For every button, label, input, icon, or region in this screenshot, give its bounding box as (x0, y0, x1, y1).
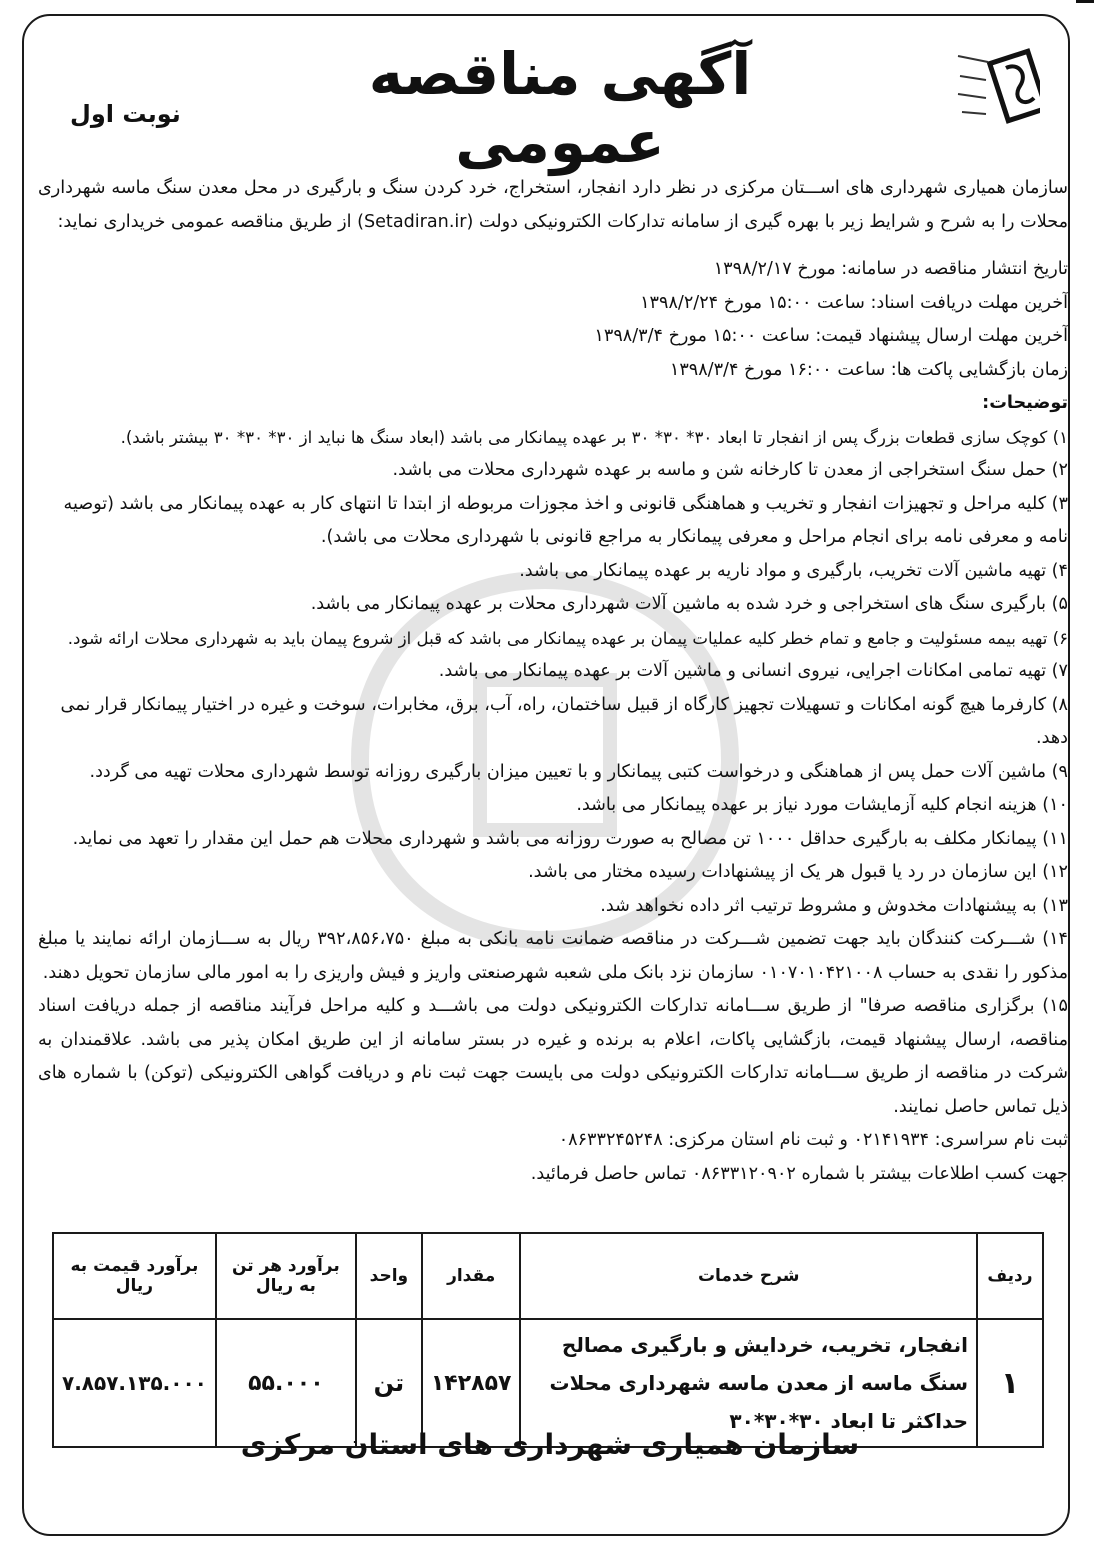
note-item: ۱) کوچک سازی قطعات بزرگ پس از انفجار تا ابعاد ۳۰* ۳۰* ۳۰ بر عهده پیمانکار می باشد (ابعاد سنگ ها نباید از ۳۰* ۳۰* ۳۰ بیشتر باشد). (120, 427, 1068, 447)
intro-paragraph: سازمان همیاری شهرداری های اســـتان مرکزی در نظر دارد انفجار، استخراج، خرد کردن سنگ و بارگیری در محل معدن سنگ ماسه شهرداری محلات را به شرح و شرایط زیر با بهره گیری از سامانه تدارکات الکترونیکی دولت (Setadiran.ir) از طریق مناقصه عمومی خریداری نماید: (38, 178, 1068, 232)
corner-mark (1076, 0, 1094, 3)
note-item: ۷) تهیه تمامی امکانات اجرایی، نیروی انسانی و ماشین آلات بر عهده پیمانکار می باشد. (438, 661, 1068, 681)
date-line: زمان بازگشایی پاکت ها: ساعت ۱۶:۰۰ مورخ ۱۳۹۸/۳/۴ (669, 359, 1068, 380)
header-unit-price: برآورد هر تن به ریال (216, 1233, 356, 1319)
note-item: ۳) کلیه مراحل و تجهیزات انفجار و تخریب و هماهنگی قانونی و اخذ مجوزات مربوطه از ابتدا تا انتهای کار به عهده پیمانکار می باشد (توصیه نامه و معرفی نامه برای انجام مراحل و معرفی پیمانکار به مراجع قانونی با شهرداری محلات می باشد). (63, 493, 1068, 547)
note-item: ۱۵) برگزاری مناقصه صرفا" از طریق ســـامانه تدارکات الکترونیکی دولت می باشـــد و کلیه مراحل فرآیند مناقصه از جمله دریافت اسناد مناقصه، ارسال پیشنهاد قیمت، بازگشایی پاکات، اعلام به برنده و غیره در بستر سامانه از این طریق امکان پذیر می باشد. علاقمندان به شرکت در مناقصه از طریق ســـامانه تدارکات الکترونیکی دولت می بایست جهت ثبت نام و دریافت گواهی الکترونیکی (توکن) با شماره های ذیل تماس حاصل نمایند. (38, 996, 1068, 1117)
cell-total: ۷.۸۵۷.۱۳۵.۰۰۰ (53, 1319, 216, 1447)
page-title: آگهی مناقصه عمومی (368, 40, 752, 176)
note-item: ۲) حمل سنگ استخراجی از معدن تا کارخانه شن و ماسه بر عهده شهرداری محلات می باشد. (392, 460, 1068, 480)
cell-quantity: ۱۴۲۸۵۷ (422, 1319, 521, 1447)
cell-row-number: ۱ (977, 1319, 1043, 1447)
table-header-row (53, 1233, 1043, 1319)
note-item: ۴) تهیه ماشین آلات تخریب، بارگیری و مواد ناریه بر عهده پیمانکار می باشد. (519, 560, 1068, 581)
header-row-number: ردیف (977, 1233, 1043, 1319)
cell-unit: تن (356, 1319, 422, 1447)
announcement-body (38, 172, 1068, 1191)
note-item: ۱۳) به پیشنهادات مخدوش و مشروط ترتیب اثر داده نخواهد شد. (600, 895, 1068, 916)
header-quantity: مقدار (422, 1233, 521, 1319)
note-item: ۸) کارفرما هیچ گونه امکانات و تسهیلات تجهیز کارگاه از قبیل ساختمان، راه، آب، برق، مخابرات، سوخت و غیره در اختیار پیمانکار قرار نمی دهد. (60, 694, 1068, 748)
date-line: تاریخ انتشار مناقصه در سامانه: مورخ ۱۳۹۸/۲/۱۷ (713, 259, 1068, 279)
note-item: ۵) بارگیری سنگ های استخراجی و خرد شده به ماشین آلات شهرداری محلات بر عهده پیمانکار می باشد. (310, 594, 1068, 614)
services-table (52, 1232, 1044, 1448)
cell-unit-price: ۵۵.۰۰۰ (216, 1319, 356, 1447)
header-unit: واحد (356, 1233, 422, 1319)
note-item: ۱۴) شـــرکت کنندگان باید جهت تضمین شـــرکت در مناقصه ضمانت نامه بانکی به مبلغ ۳۹۲،۸۵۶،۷۵۰ ریال به ســـازمان ارائه نمایند یا مبلغ مذکور را نقدی به حساب ۰۱۰۷۰۱۰۴۲۱۰۰۸ سازمان نزد بانک ملی شعبه شهرصنعتی واریز و فیش واریزی را به امور مالی سازمان تحویل دهند. (38, 929, 1069, 983)
header-description: شرح خدمات (520, 1233, 977, 1319)
note-item: ۶) تهیه بیمه مسئولیت و جامع و تمام خطر کلیه عملیات پیمان بر عهده پیمانکار می باشد که قبل از شروع پیمان باید به شهرداری محلات ارائه شود. (67, 628, 1068, 648)
organization-logo (954, 36, 1040, 136)
contact-line: جهت کسب اطلاعات بیشتر با شماره ۰۸۶۳۳۱۲۰۹۰۲ تماس حاصل فرمائید. (530, 1163, 1068, 1184)
header-total: برآورد قیمت به ریال (53, 1233, 216, 1319)
round-label: نوبت اول (70, 100, 181, 128)
note-item: ۱۰) هزینه انجام کلیه آزمایشات مورد نیاز بر عهده پیمانکار می باشد. (576, 795, 1068, 815)
note-item: ۱۱) پیمانکار مکلف به بارگیری حداقل ۱۰۰۰ تن مصالح به صورت روزانه می باشد و شهرداری محلات هم حمل این مقدار را تعهد می نماید. (72, 828, 1068, 849)
cell-description: انفجار، تخریب، خردایش و بارگیری مصالح سنگ ماسه از معدن ماسه شهرداری محلات حداکثر تا ابعاد ۳۰*۳۰*۳۰ (520, 1319, 977, 1447)
notes-heading: توضیحات: (982, 393, 1068, 413)
date-line: آخرین مهلت ارسال پیشنهاد قیمت: ساعت ۱۵:۰۰ مورخ ۱۳۹۸/۳/۴ (594, 326, 1068, 346)
contact-line: ثبت نام سراسری: ۰۲۱۴۱۹۳۴ و ثبت نام استان مرکزی: ۰۸۶۳۳۲۴۵۲۴۸ (558, 1130, 1068, 1150)
note-item: ۱۲) این سازمان در رد یا قبول هر یک از پیشنهادات رسیده مختار می باشد. (528, 862, 1068, 882)
date-line: آخرین مهلت دریافت اسناد: ساعت ۱۵:۰۰ مورخ ۱۳۹۸/۲/۲۴ (640, 292, 1068, 313)
footer-organization: سازمان همیاری شهرداری های استان مرکزی (240, 1428, 860, 1461)
note-item: ۹) ماشین آلات حمل پس از هماهنگی و درخواست کتبی پیمانکار و با تعیین میزان بارگیری روزانه توسط شهرداری محلات تهیه می گردد. (89, 761, 1068, 782)
